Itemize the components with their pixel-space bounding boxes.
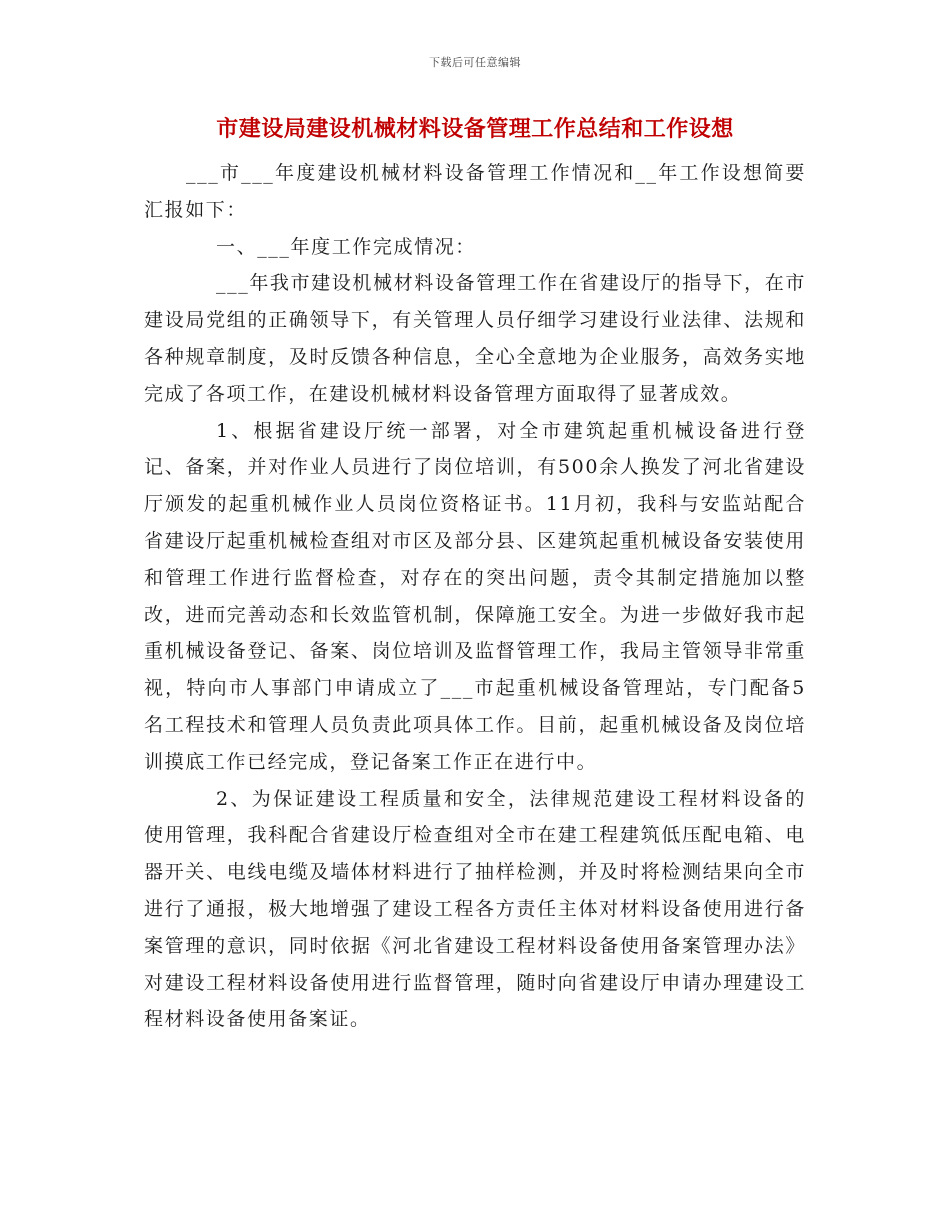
- document-body: [144, 155, 806, 1038]
- intro-paragraph: ___市___年度建设机械材料设备管理工作情况和__年工作设想简要汇报如下：: [144, 162, 806, 221]
- summary-paragraph: ___年我市建设机械材料设备管理工作在省建设厅的指导下，在市建设局党组的正确领导下，有关管理人员仔细学习建设行业法律、法规和各种规章制度，及时反馈各种信息，全心全意地为企业服务，高效务实地完成了各项工作，在建设机械材料设备管理方面取得了显著成效。: [144, 272, 806, 405]
- item-1-paragraph: 1、根据省建设厅统一部署，对全市建筑起重机械设备进行登记、备案，并对作业人员进行了岗位培训，有500余人换发了河北省建设厅颁发的起重机械作业人员岗位资格证书。11月初，我科与安监站配合省建设厅起重机械检查组对市区及部分县、区建筑起重机械设备安装使用和管理工作进行监督检查，对存在的突出问题，责令其制定措施加以整改，进而完善动态和长效监管机制，保障施工安全。为进一步做好我市起重机械设备登记、备案、岗位培训及监督管理工作，我局主管领导非常重视，特向市人事部门申请成立了___市起重机械设备管理站，专门配备5名工程技术和管理人员负责此项具体工作。目前，起重机械设备及岗位培训摸底工作已经完成，登记备案工作正在进行中。: [144, 419, 806, 773]
- item-2-paragraph: 2、为保证建设工程质量和安全，法律规范建设工程材料设备的使用管理，我科配合省建设厅检查组对全市在建工程建筑低压配电箱、电器开关、电线电缆及墙体材料进行了抽样检测，并及时将检测结果向全市进行了通报，极大地增强了建设工程各方责任主体对材料设备使用进行备案管理的意识，同时依据《河北省建设工程材料设备使用备案管理办法》对建设工程材料设备使用进行监督管理，随时向省建设厅申请办理建设工程材料设备使用备案证。: [144, 787, 806, 1031]
- section-heading: 一、___年度工作完成情况：: [216, 235, 476, 258]
- document-title: 市建设局建设机械材料设备管理工作总结和工作设想: [216, 116, 734, 142]
- header-note: 下载后可任意编辑: [429, 56, 521, 69]
